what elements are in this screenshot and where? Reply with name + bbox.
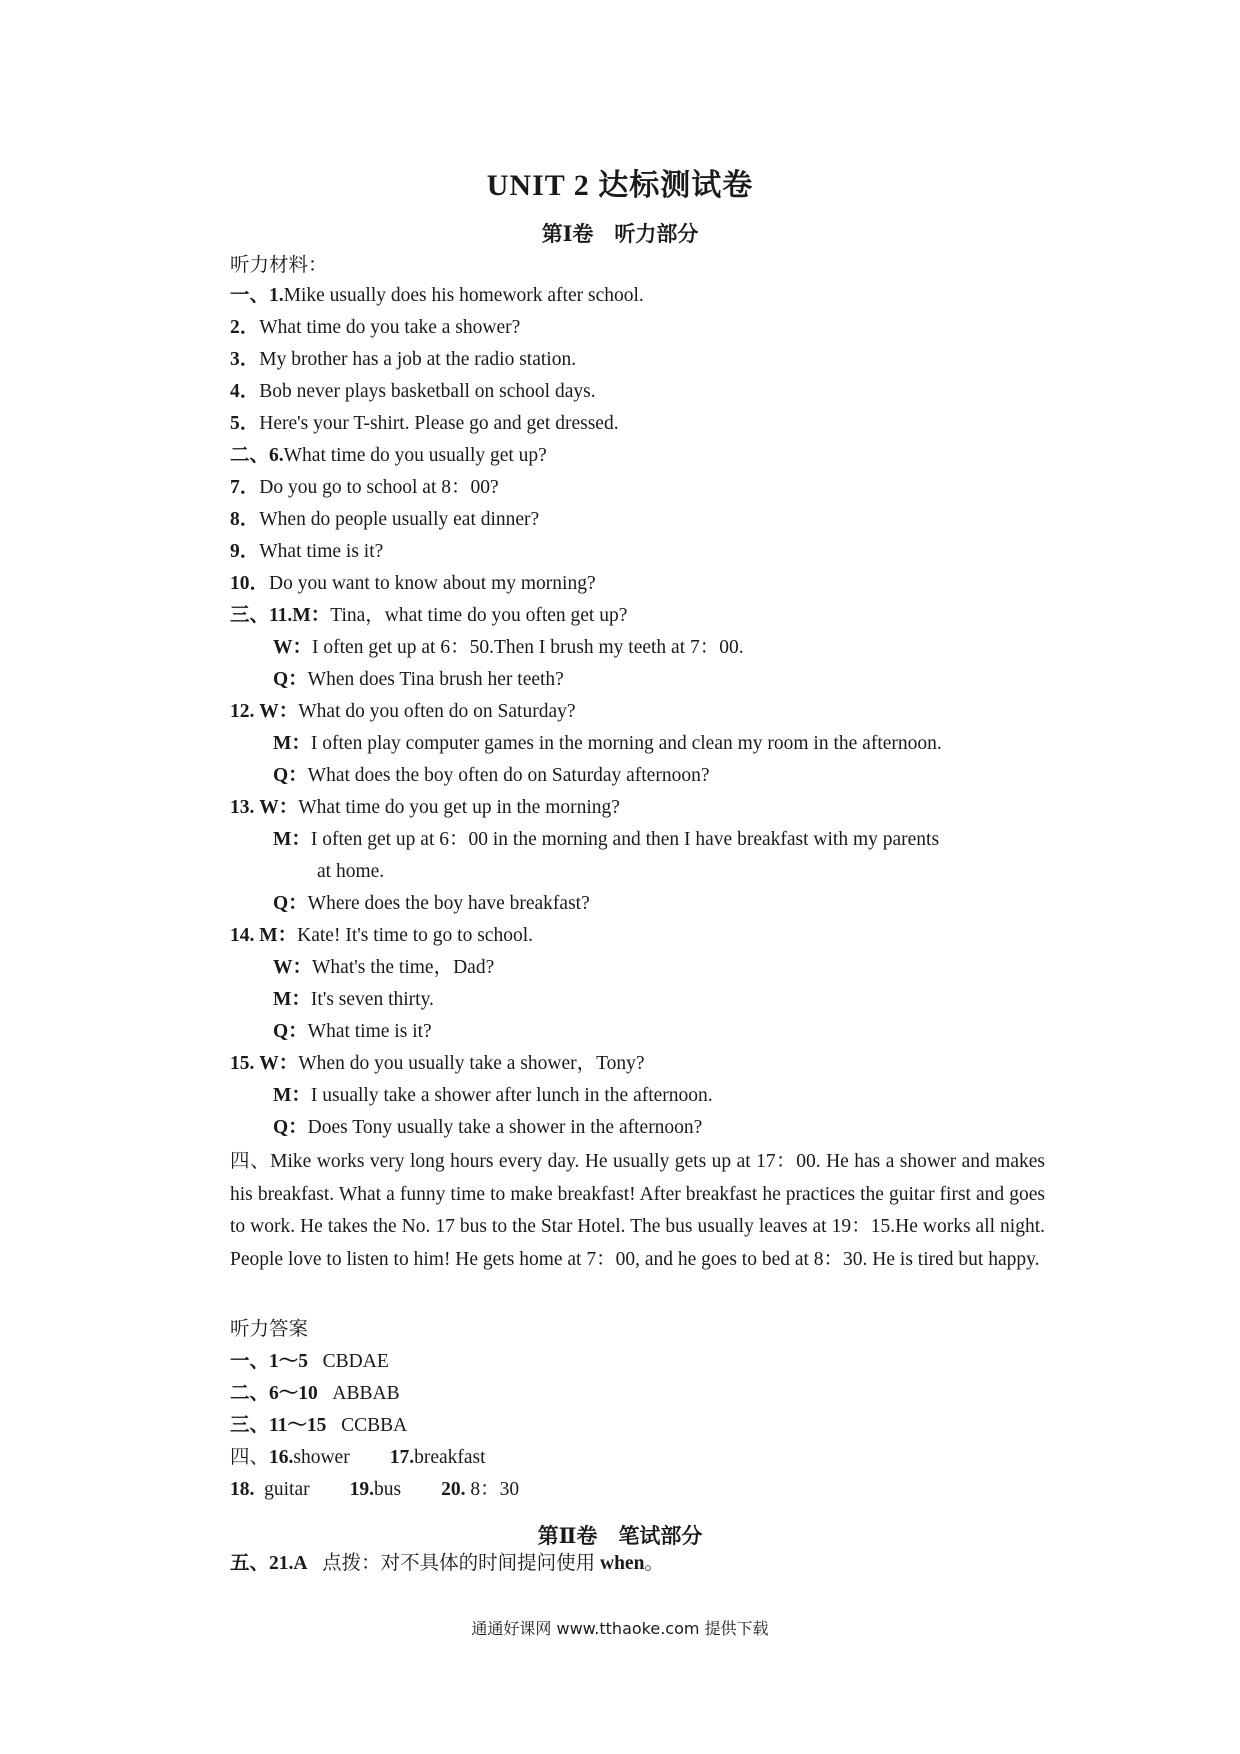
answer-row bbox=[230, 1444, 486, 1472]
dialogue-line bbox=[273, 634, 744, 662]
dialogue-line bbox=[273, 1114, 702, 1142]
passage: 四、Mike works very long hours every day. He usually gets up at 17：00. He has a shower and makes his breakfast. What a funny time to make breakfast! After breakfast he practices the guitar first and goes to work. He takes the No. 17 bus to the Star Hotel. The bus usually leaves at 19：15.He works all night. People love to listen to him! He gets home at 7：00, and he goes to bed at 8：30. He is tired but happy. bbox=[230, 1151, 1045, 1270]
answer-value: 8：30 bbox=[470, 1479, 520, 1500]
speaker: W： bbox=[273, 637, 313, 658]
list-item bbox=[230, 314, 520, 342]
footer: 通通好课网 www.tthaoke.com 提供下载 bbox=[471, 1619, 769, 1638]
dialogue-text: What time do you get up in the morning? bbox=[298, 797, 620, 818]
answer-value: ABBAB bbox=[332, 1383, 400, 1404]
speaker: W： bbox=[259, 701, 299, 722]
speaker: Q： bbox=[273, 765, 308, 786]
item-number: 10． bbox=[230, 573, 270, 594]
speaker: W： bbox=[259, 1053, 299, 1074]
speaker: Q： bbox=[273, 1117, 308, 1138]
dialogue-line bbox=[230, 1050, 645, 1078]
item-number: 7． bbox=[230, 477, 260, 498]
item-text: Do you want to know about my morning? bbox=[269, 573, 596, 594]
item-text: What time do you usually get up? bbox=[283, 445, 547, 466]
dialogue-line bbox=[273, 666, 564, 694]
part1-heading: 第Ⅰ卷 听力部分 bbox=[541, 222, 699, 246]
dialogue-line bbox=[273, 826, 939, 854]
speaker: Q： bbox=[273, 893, 308, 914]
speaker: M： bbox=[292, 605, 331, 626]
dialogue-line bbox=[273, 762, 709, 790]
item-number: 3． bbox=[230, 349, 260, 370]
speaker: W： bbox=[259, 797, 299, 818]
answer-row bbox=[230, 1476, 519, 1504]
answer-prefix: 四、 bbox=[230, 1447, 270, 1468]
list-item bbox=[230, 282, 644, 310]
tip-text: 点拨：对不具体的时间提问使用 bbox=[322, 1553, 596, 1574]
dialogue-continuation: at home. bbox=[317, 861, 385, 882]
answer-value: shower bbox=[293, 1447, 350, 1468]
item-number: 2． bbox=[230, 317, 260, 338]
dialogue-text: What's the time，Dad? bbox=[312, 957, 495, 978]
answer-range: 一、1～5 bbox=[230, 1351, 309, 1372]
item-text: Bob never plays basketball on school days. bbox=[259, 381, 596, 402]
answer-range: 三、11～15 bbox=[230, 1415, 327, 1436]
list-item bbox=[230, 570, 596, 598]
dialogue-text: When do you usually take a shower，Tony? bbox=[298, 1053, 645, 1074]
item-text: When do people usually eat dinner? bbox=[259, 509, 540, 530]
list-item bbox=[230, 538, 383, 566]
answer-number: 五、21.A bbox=[230, 1553, 308, 1574]
speaker: W： bbox=[273, 957, 313, 978]
answer-value: guitar bbox=[264, 1479, 310, 1500]
speaker: M： bbox=[259, 925, 298, 946]
punctuation: 。 bbox=[644, 1553, 664, 1574]
dialogue-text: I often play computer games in the morning and clean my room in the afternoon. bbox=[310, 733, 942, 754]
answer-value: breakfast bbox=[414, 1447, 486, 1468]
item-text: What time is it? bbox=[259, 541, 384, 562]
dialogue-text: I usually take a shower after lunch in the afternoon. bbox=[310, 1085, 713, 1106]
item-number: 13. bbox=[230, 797, 255, 818]
dialogue-line bbox=[273, 954, 494, 982]
dialogue-line bbox=[273, 1082, 713, 1110]
dialogue-text: What do you often do on Saturday? bbox=[298, 701, 576, 722]
dialogue-text: When does Tina brush her teeth? bbox=[307, 669, 564, 690]
item-number: 三、11. bbox=[230, 605, 293, 626]
answer-number: 16. bbox=[269, 1447, 294, 1468]
speaker: Q： bbox=[273, 1021, 308, 1042]
item-number: 4． bbox=[230, 381, 260, 402]
list-item bbox=[230, 506, 539, 534]
answer-row bbox=[230, 1550, 664, 1578]
list-item bbox=[230, 474, 499, 502]
material-label: 听力材料： bbox=[230, 255, 328, 276]
item-number: 14. bbox=[230, 925, 255, 946]
dialogue-text: I often get up at 6：00 in the morning and then I have breakfast with my parents bbox=[310, 829, 940, 850]
dialogue-line bbox=[273, 890, 590, 918]
answer-row bbox=[230, 1380, 400, 1408]
answers-label: 听力答案 bbox=[230, 1319, 309, 1340]
item-number: 8． bbox=[230, 509, 260, 530]
item-text: Mike usually does his homework after school. bbox=[283, 285, 644, 306]
dialogue-line bbox=[273, 986, 434, 1014]
answer-value: CCBBA bbox=[341, 1415, 408, 1436]
answer-number: 17. bbox=[389, 1447, 415, 1468]
item-number: 一、1. bbox=[230, 285, 284, 306]
dialogue-line bbox=[273, 1018, 432, 1046]
list-item bbox=[230, 378, 596, 406]
answer-value: CBDAE bbox=[322, 1351, 389, 1372]
dialogue-text: What time is it? bbox=[307, 1021, 432, 1042]
item-text: My brother has a job at the radio station. bbox=[259, 349, 577, 370]
speaker: Q： bbox=[273, 669, 308, 690]
answer-value: bus bbox=[373, 1479, 402, 1500]
item-text: What time do you take a shower? bbox=[259, 317, 521, 338]
answer-number: 20. bbox=[441, 1479, 466, 1500]
list-item bbox=[230, 346, 576, 374]
list-item bbox=[230, 442, 547, 470]
page-title: UNIT 2 达标测试卷 bbox=[486, 169, 754, 202]
answer-row bbox=[230, 1412, 407, 1440]
dialogue-line bbox=[230, 698, 576, 726]
dialogue-text: I often get up at 6：50.Then I brush my teeth at 7：00. bbox=[312, 637, 744, 658]
dialogue-text: Kate! It's time to go to school. bbox=[297, 925, 534, 946]
dialogue-text: Tina，what time do you often get up? bbox=[330, 605, 628, 626]
dialogue-text: It's seven thirty. bbox=[310, 989, 434, 1010]
item-number: 5． bbox=[230, 413, 260, 434]
dialogue-line bbox=[230, 794, 620, 822]
dialogue-text: What does the boy often do on Saturday afternoon? bbox=[307, 765, 710, 786]
answer-number: 18. bbox=[230, 1479, 255, 1500]
item-number: 9． bbox=[230, 541, 260, 562]
speaker: M： bbox=[273, 1085, 311, 1106]
item-text: Do you go to school at 8：00? bbox=[259, 477, 499, 498]
item-number: 二、6. bbox=[230, 445, 284, 466]
item-number: 12. bbox=[230, 701, 255, 722]
speaker: M： bbox=[273, 733, 311, 754]
dialogue-line bbox=[273, 730, 942, 758]
answer-range: 二、6～10 bbox=[230, 1383, 318, 1404]
item-number: 15. bbox=[230, 1053, 255, 1074]
dialogue-line bbox=[230, 602, 627, 630]
dialogue-text: Does Tony usually take a shower in the afternoon? bbox=[307, 1117, 703, 1138]
keyword: when bbox=[599, 1553, 645, 1574]
list-item bbox=[230, 410, 619, 438]
speaker: M： bbox=[273, 989, 311, 1010]
speaker: M： bbox=[273, 829, 311, 850]
dialogue-text: Where does the boy have breakfast? bbox=[307, 893, 590, 914]
part2-heading: 第Ⅱ卷 笔试部分 bbox=[537, 1524, 703, 1548]
answer-number: 19. bbox=[349, 1479, 374, 1500]
answer-row bbox=[230, 1348, 389, 1376]
dialogue-line bbox=[230, 922, 533, 950]
item-text: Here's your T-shirt. Please go and get dressed. bbox=[259, 413, 619, 434]
